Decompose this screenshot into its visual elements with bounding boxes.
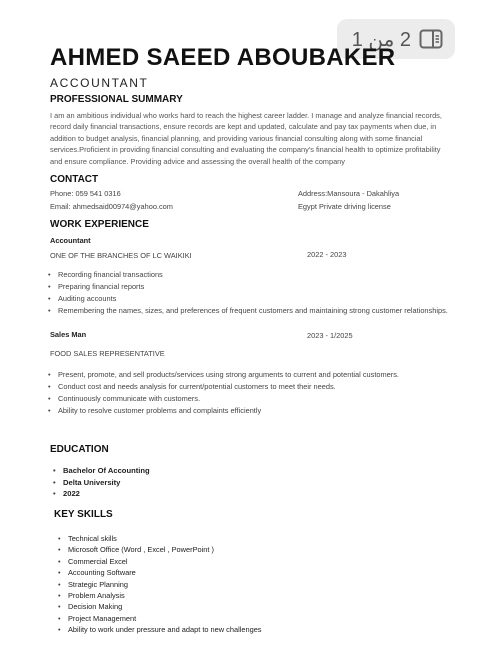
list-item: • Accounting Software — [58, 567, 262, 578]
list-item: • Present, promote, and sell products/services using strong arguments to current and potential customers. — [48, 369, 399, 381]
experience-heading: WORK EXPERIENCE — [50, 219, 149, 230]
education-heading: EDUCATION — [50, 444, 109, 455]
job-dates: 2022 - 2023 — [307, 250, 347, 259]
summary-text: I am an ambitious individual who works hard to reach the highest career ladder. I manage and analyze financial records, record daily financial transactions, ensure records are kept and updated, calculate and pay tax payments when due, in addition to budget analysis, financial planning, and providing various financial consulting along with some financial services.Proficient in providing financial consulting and evaluating the company's financial health to optimize profitability and ensure compliance. Providing advice and assessing the overall health of the company — [50, 111, 442, 166]
list-item: • Technical skills — [58, 533, 262, 544]
page-indicator-label: 2 من 1 — [351, 28, 411, 51]
pages-icon — [419, 29, 443, 49]
list-item: • Microsoft Office (Word , Excel , PowerPoint ) — [58, 544, 262, 555]
job-title: ACCOUNTANT — [50, 76, 149, 90]
job-company: ONE OF THE BRANCHES OF LC WAIKIKI — [50, 251, 192, 260]
job-role: Accountant — [50, 236, 91, 245]
list-item: • 2022 — [53, 488, 150, 500]
list-item: • Bachelor Of Accounting — [53, 465, 150, 477]
list-item: • Ability to resolve customer problems and complaints efficiently — [48, 405, 399, 417]
contact-phone: Phone: 059 541 0316 — [50, 189, 121, 198]
list-item: • Continuously communicate with customers. — [48, 393, 399, 405]
list-item: • Delta University — [53, 477, 150, 489]
job-dates: 2023 - 1/2025 — [307, 331, 353, 340]
contact-license: Egypt Private driving license — [298, 202, 391, 211]
list-item: • Project Management — [58, 613, 262, 624]
list-item: • Auditing accounts — [48, 293, 448, 305]
job-duties-list — [48, 369, 399, 417]
candidate-name: AHMED SAEED ABOUBAKER — [50, 44, 396, 71]
list-item: • Commercial Excel — [58, 556, 262, 567]
education-list — [53, 465, 150, 500]
job-role: Sales Man — [50, 330, 87, 339]
contact-email: Email: ahmedsaid00974@yahoo.com — [50, 202, 173, 211]
summary-heading: PROFESSIONAL SUMMARY — [50, 94, 183, 105]
list-item: • Preparing financial reports — [48, 281, 448, 293]
list-item: • Decision Making — [58, 601, 262, 612]
list-item: • Problem Analysis — [58, 590, 262, 601]
list-item: • Strategic Planning — [58, 579, 262, 590]
list-item: • Remembering the names, sizes, and preferences of frequent customers and maintaining strong customer relationships. — [48, 305, 448, 317]
list-item: • Recording financial transactions — [48, 269, 448, 281]
list-item: • Conduct cost and needs analysis for current/potential customers to meet their needs. — [48, 381, 399, 393]
job-duties-list — [48, 269, 448, 317]
skills-list — [58, 533, 262, 636]
skills-heading: KEY SKILLS — [54, 509, 113, 520]
list-item: • Ability to work under pressure and adapt to new challenges — [58, 624, 262, 635]
contact-heading: CONTACT — [50, 174, 99, 185]
contact-address: Address:Mansoura - Dakahliya — [298, 189, 400, 198]
job-company: FOOD SALES REPRESENTATIVE — [50, 349, 165, 358]
